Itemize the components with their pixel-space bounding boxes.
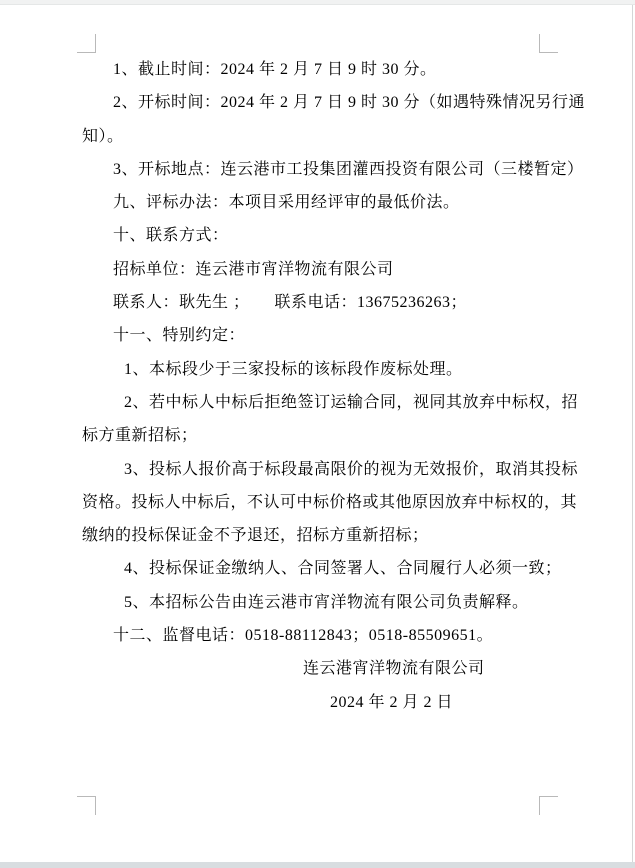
signature-company-line: 连云港宵洋物流有限公司 xyxy=(303,660,485,678)
signature-date-line: 2024 年 2 月 2 日 xyxy=(330,693,454,711)
special-term-4-line: 4、投标保证金缴纳人、合同签署人、合同履行人必须一致； xyxy=(124,560,562,578)
special-term-3-line: 3、投标人报价高于标段最高限价的视为无效报价，取消其投标 xyxy=(124,460,579,478)
bid-opening-time-cont-line: 知）。 xyxy=(82,127,124,145)
special-term-2-line: 2、若中标人中标后拒绝签订运输合同，视同其放弃中标权，招 xyxy=(124,393,579,411)
page-top-edge xyxy=(0,0,635,5)
page-right-edge xyxy=(632,5,633,862)
contact-section-heading-line: 十、联系方式： xyxy=(113,227,229,245)
supervision-phone-line: 十二、监督电话：0518-88112843；0518-85509651。 xyxy=(113,627,494,645)
deadline-time-line: 1、截止时间：2024 年 2 月 7 日 9 时 30 分。 xyxy=(113,61,437,78)
evaluation-method-line: 九、评标办法：本项目采用经评审的最低价法。 xyxy=(113,194,460,212)
special-term-5-line: 5、本招标公告由连云港市宵洋物流有限公司负责解释。 xyxy=(124,593,529,611)
document-body xyxy=(82,53,586,719)
special-term-3-cont-line-1: 资格。投标人中标后，不认可中标价格或其他原因放弃中标权的，其 xyxy=(82,493,578,511)
special-term-1-line: 1、本标段少于三家投标的该标段作废标处理。 xyxy=(124,360,463,378)
special-terms-heading-line: 十一、特别约定： xyxy=(113,327,246,345)
tender-unit-line: 招标单位：连云港市宵洋物流有限公司 xyxy=(113,260,394,278)
bid-opening-place-line: 3、开标地点：连云港市工投集团灌西投资有限公司（三楼暂定） xyxy=(113,160,584,178)
bid-opening-time-line: 2、开标时间：2024 年 2 月 7 日 9 时 30 分（如遇特殊情况另行通 xyxy=(113,94,586,112)
page-bottom-edge xyxy=(0,862,635,868)
special-term-3-cont-line-2: 缴纳的投标保证金不予退还，招标方重新招标； xyxy=(82,527,429,545)
contact-person-phone-line: 联系人：耿先生 ； 联系电话：13675236263； xyxy=(113,294,468,312)
margin-crop-mark-top-left xyxy=(77,34,96,53)
special-term-2-cont-line: 标方重新招标； xyxy=(82,427,198,445)
margin-crop-mark-top-right xyxy=(539,34,558,53)
margin-crop-mark-bottom-left xyxy=(77,796,96,815)
margin-crop-mark-bottom-right xyxy=(539,796,558,815)
